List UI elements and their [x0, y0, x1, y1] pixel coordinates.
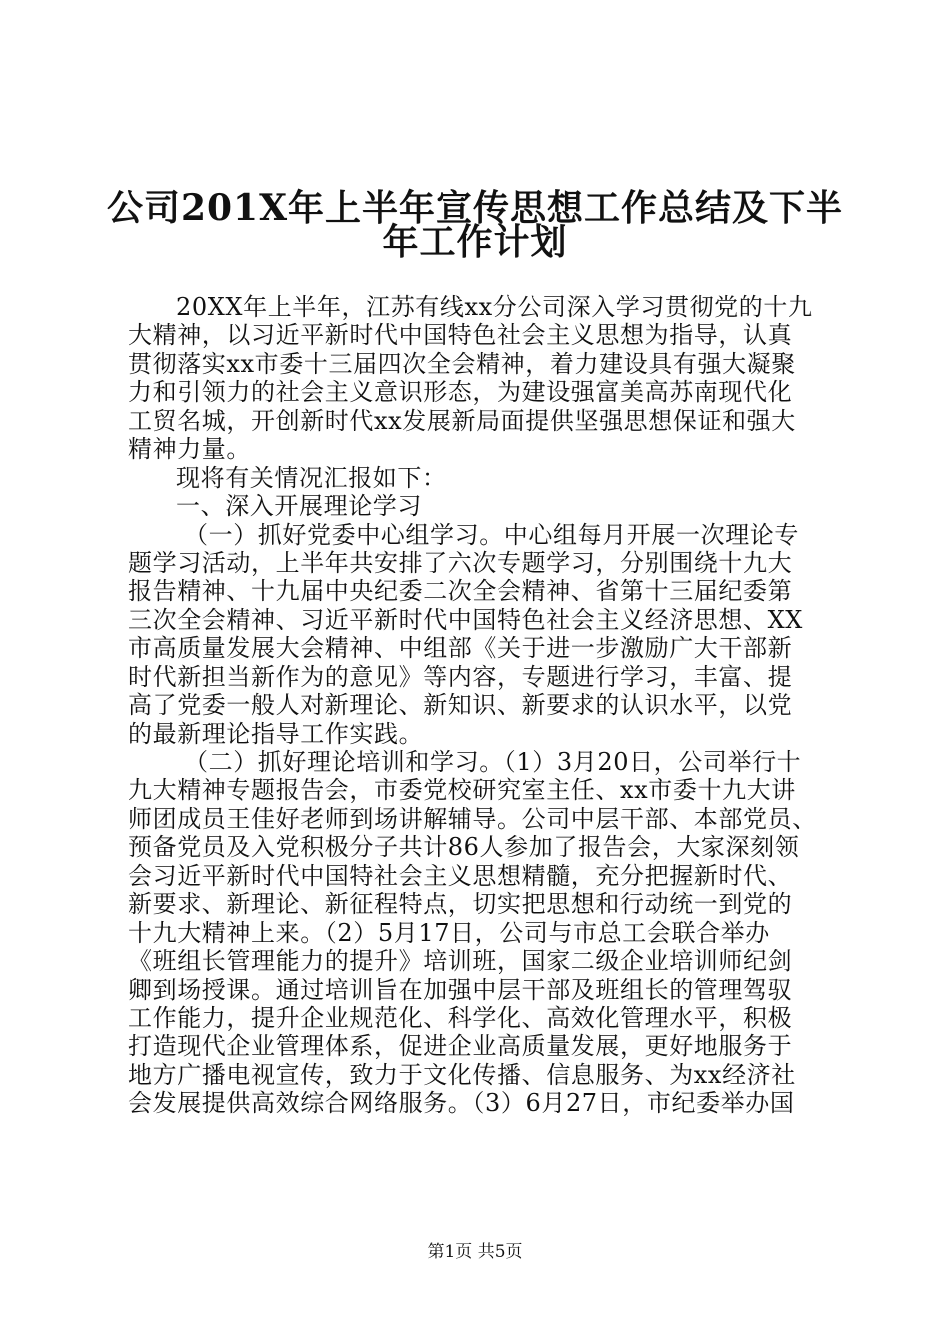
- body-line: 高了党委一般人对新理论、新知识、新要求的认识水平，以党: [128, 691, 793, 720]
- body-line: 贯彻落实xx市委十三届四次全会精神，着力建设具有强大凝聚: [128, 349, 796, 378]
- body-line: 地方广播电视宣传，致力于文化传播、信息服务、为xx经济社: [128, 1060, 796, 1089]
- body-line: 新要求、新理论、新征程特点，切实把思想和行动统一到党的: [128, 890, 793, 919]
- body-line: （二）抓好理论培训和学习。（1）3月20日，公司举行十: [184, 748, 802, 776]
- body-line: 现将有关情况汇报如下：: [176, 463, 447, 492]
- body-line: 师团成员王佳好老师到场讲解辅导。公司中层干部、本部党员、: [128, 804, 817, 833]
- body-line: 打造现代企业管理体系，促进企业高质量发展，更好地服务于: [128, 1032, 793, 1061]
- body-line: 工作能力，提升企业规范化、科学化、高效化管理水平，积极: [128, 1003, 793, 1032]
- body-line: （一）抓好党委中心组学习。中心组每月开展一次理论专: [184, 520, 799, 549]
- body-line: 报告精神、十九届中央纪委二次全会精神、省第十三届纪委第: [128, 577, 793, 606]
- body-line: 十九大精神上来。（2）5月17日，公司与市总工会联合举办: [128, 918, 770, 947]
- body-line: 工贸名城，开创新时代xx发展新局面提供坚强思想保证和强大: [128, 406, 796, 435]
- page-footer: 第1页 共5页: [427, 1242, 523, 1262]
- body-line: 精神力量。: [128, 435, 251, 464]
- body-line: 《班组长管理能力的提升》培训班，国家二级企业培训师纪剑: [128, 947, 793, 976]
- document-title-line-2: 年工作计划: [382, 221, 568, 263]
- body-line: 三次全会精神、习近平新时代中国特色社会主义经济思想、XX: [128, 605, 803, 634]
- document-body: [128, 293, 833, 1118]
- body-line: 20XX年上半年，江苏有线xx分公司深入学习贯彻党的十九: [176, 293, 813, 321]
- body-line: 市高质量发展大会精神、中组部《关于进一步激励广大干部新: [128, 634, 793, 663]
- body-line: 卿到场授课。通过培训旨在加强中层干部及班组长的管理驾驭: [128, 975, 793, 1004]
- body-line: 题学习活动，上半年共安排了六次专题学习，分别围绕十九大: [128, 548, 793, 577]
- body-line: 的最新理论指导工作实践。: [128, 719, 424, 748]
- body-line: 力和引领力的社会主义意识形态，为建设强富美高苏南现代化: [128, 378, 793, 407]
- body-line: 会发展提供高效综合网络服务。（3）6月27日，市纪委举办国: [128, 1089, 795, 1118]
- document-title-line-1: 公司201X年上半年宣传思想工作总结及下半: [106, 187, 844, 229]
- body-line: 预备党员及入党积极分子共计86人参加了报告会，大家深刻领: [128, 833, 800, 862]
- body-line: 九大精神专题报告会，市委党校研究室主任、xx市委十九大讲: [128, 776, 796, 805]
- body-line: 会习近平新时代中国特社会主义思想精髓，充分把握新时代、: [128, 861, 793, 890]
- section-heading: 一、深入开展理论学习: [176, 492, 422, 521]
- body-line: 时代新担当新作为的意见》等内容，专题进行学习，丰富、提: [128, 662, 793, 691]
- body-line: 大精神，以习近平新时代中国特色社会主义思想为指导，认真: [128, 321, 793, 350]
